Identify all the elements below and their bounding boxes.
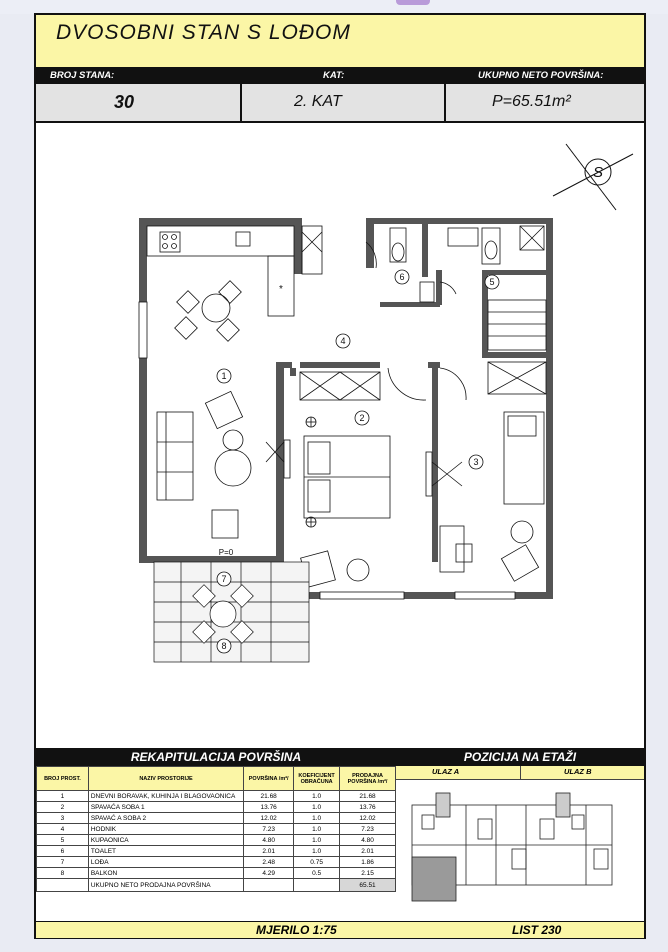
room-label-2: 2 <box>359 413 365 423</box>
bedroom-1-furniture <box>300 372 390 587</box>
living-furniture <box>157 391 251 538</box>
kat-value: 2. KAT <box>294 93 342 110</box>
ulaz-b-label: ULAZ B <box>564 767 592 776</box>
povrsina-value: P=65.51m² <box>492 93 571 110</box>
svg-text:*: * <box>279 284 283 295</box>
col-naziv: NAZIV PROSTORIJE <box>88 767 243 791</box>
room-label-7: 7 <box>221 574 227 584</box>
povrsina-label: UKUPNO NETO POVRŠINA: <box>478 70 604 81</box>
broj-value: 30 <box>114 92 135 112</box>
recap-title: REKAPITULACIJA POVRŠINA <box>36 748 396 766</box>
col-koeficijent: KOEFICIJENT OBRAČUNA <box>294 767 340 791</box>
page-title: DVOSOBNI STAN S LOĐOM <box>56 21 351 44</box>
recap-table <box>36 766 396 892</box>
total-value: 65.51 <box>340 879 396 892</box>
floor-plan <box>36 122 644 742</box>
table-row: 1 DNEVNI BORAVAK, KUHINJA I BLAGOVAONICA 21.68 1.0 21.68 <box>37 791 396 802</box>
room-label-8: 8 <box>221 641 227 651</box>
bathrooms <box>366 226 544 302</box>
total-label: UKUPNO NETO PRODAJNA POVRŠINA <box>88 879 243 892</box>
room-label-5: 5 <box>489 277 495 287</box>
room-label-3: 3 <box>473 457 479 467</box>
table-row: 3 SPAVAĆ A SOBA 2 12.02 1.0 12.02 <box>37 813 396 824</box>
povrsina-cell <box>446 84 644 121</box>
windows <box>139 302 515 599</box>
info-row <box>36 84 644 123</box>
tab-indicator <box>396 0 430 5</box>
table-row: 8 BALKON 4.29 0.5 2.15 <box>37 868 396 879</box>
bedroom-2-furniture <box>440 300 546 581</box>
title-bar <box>36 15 644 68</box>
north-arrow-icon <box>553 144 633 210</box>
room-label-1: 1 <box>221 371 227 381</box>
kat-cell <box>242 84 446 121</box>
col-povrsina: POVRŠINA /m²/ <box>244 767 294 791</box>
table-row: 5 KUPAONICA 4.80 1.0 4.80 <box>37 835 396 846</box>
recap-header-row <box>37 767 396 791</box>
kat-label: KAT: <box>323 70 345 81</box>
broj-label: BROJ STANA: <box>50 70 115 81</box>
scale-label: MJERILO 1:75 <box>256 923 337 937</box>
table-row: 7 LOĐA 2.48 0.75 1.86 <box>37 857 396 868</box>
footer-bar <box>36 921 644 938</box>
table-row: 2 SPAVAĆA SOBA 1 13.76 1.0 13.76 <box>37 802 396 813</box>
room-label-6: 6 <box>399 272 405 282</box>
info-header <box>36 67 644 84</box>
browser-top-strip <box>0 0 668 14</box>
floor-plan-sheet <box>34 13 646 939</box>
dining-table <box>175 281 242 342</box>
svg-text:S: S <box>593 164 604 181</box>
table-row: 4 HODNIK 7.23 1.0 7.23 <box>37 824 396 835</box>
sheet-label: LIST 230 <box>512 923 562 937</box>
ulaz-a-label: ULAZ A <box>432 767 460 776</box>
col-prodajna: PRODAJNA POVRŠINA /m²/ <box>340 767 396 791</box>
table-row: 6 TOALET 2.01 1.0 2.01 <box>37 846 396 857</box>
entrance-labels <box>396 766 644 780</box>
broj-cell <box>36 84 242 121</box>
p0-label: P=0 <box>218 548 234 557</box>
floor-position-plan <box>396 779 644 911</box>
room-label-4: 4 <box>340 336 346 346</box>
position-title: POZICIJA NA ETAŽI <box>396 748 644 766</box>
total-row <box>37 879 396 892</box>
col-broj: BROJ PROST. <box>37 767 89 791</box>
loggia-balcony <box>154 562 309 662</box>
